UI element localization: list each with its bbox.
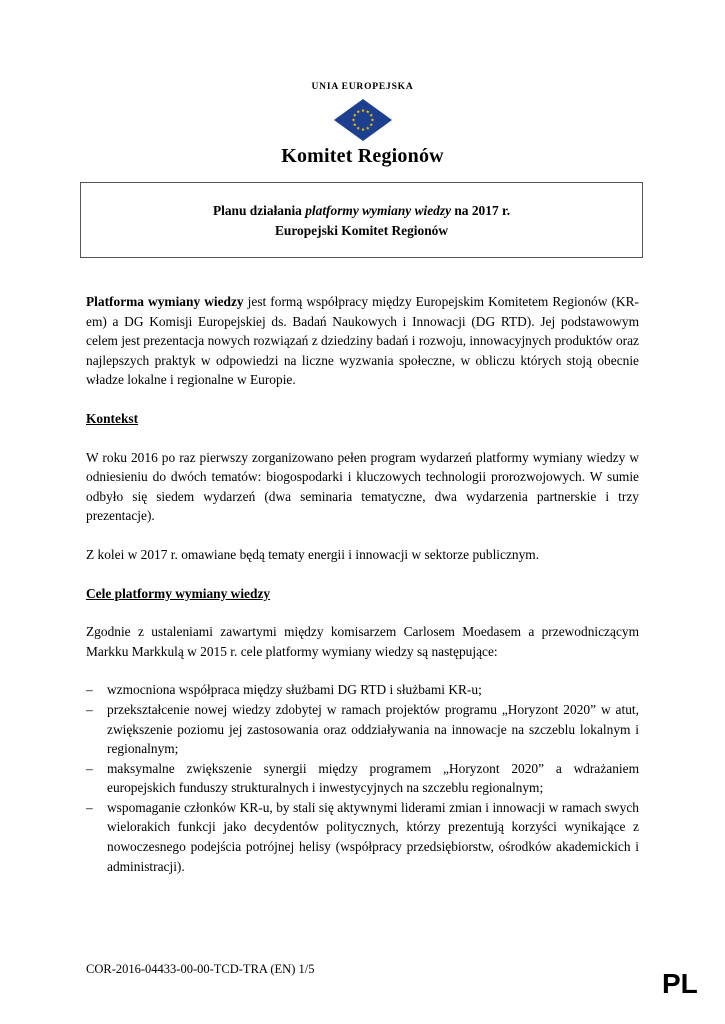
language-code: PL [662, 968, 698, 999]
context-heading: Kontekst [86, 410, 139, 426]
list-item: – przekształcenie nowej wiedzy zdobytej w ramach projektów programu „Horyzont 2020” w atut, zwiększenie poziomu jej zastosowania oraz oddziaływania na innowacje na szczeblu lokalnym i regionalnym; [86, 701, 639, 757]
list-item: – wzmocniona współpraca między służbami DG RTD i służbami KR-u; [86, 680, 639, 700]
title-pre: Planu działania [212, 203, 306, 218]
eu-flag-logo [334, 99, 392, 141]
goals-heading: Cele platformy wymiany wiedzy [86, 585, 271, 601]
title-line-1 [81, 201, 642, 221]
list-item: – maksymalne zwiększenie synergii między programem „Horyzont 2020” a wdrażaniem europejskich funduszy strukturalnych i inwestycyjnych na szczeblu regionalnym; [86, 760, 639, 796]
dash-bullet: – [86, 760, 93, 776]
context-paragraph-2: Z kolei w 2017 r. omawiane będą tematy energii i innowacji w sektorze publicznym. [86, 546, 540, 562]
eu-label: UNIA EUROPEJSKA [311, 82, 414, 92]
letterhead [0, 82, 725, 168]
logo-field [334, 99, 392, 141]
document-reference: COR-2016-04433-00-00-TCD-TRA (EN) 1/5 [86, 962, 315, 976]
dash-bullet: – [86, 701, 93, 717]
context-paragraph-1: W roku 2016 po raz pierwszy zorganizowano pełen program wydarzeń platformy wymiany wiedzy w odniesieniu do dwóch tematów: biogospodarki i kluczowych technologii prorozwojowych. W sumie odbyło się siedem wydarzeń (dwa seminaria tematyczne, dwa wydarzenia partnerskie i trzy prezentacje). [86, 449, 639, 524]
document-body [86, 292, 639, 876]
intro-paragraph [86, 292, 639, 390]
intro-bold: Platforma wymiany wiedzy [86, 294, 244, 309]
intro-text: jest formą współpracy między Europejskim Komitetem Regionów (KR-em) a DG Komisji Europejskiej ds. Badań Naukowych i Innowacji (DG RTD). Jej podstawowym celem jest prezentacja nowych rozwiązań z dziedziny badań i rozwoju, innowacyjnych produktów oraz najlepszych praktyk w odpowiedzi na liczne wyzwania społeczne, w obliczu których stoją obecnie władze lokalne i regionalne w Europie. [86, 294, 639, 388]
goals-intro: Zgodnie z ustaleniami zawartymi między komisarzem Carlosem Moedasem a przewodniczącym Markku Markkulą w 2015 r. cele platformy wymiany wiedzy są następujące: [86, 624, 639, 659]
title-italic: platformy wymiany wiedzy [305, 203, 452, 218]
document-title-box [80, 182, 643, 258]
title-post: na 2017 r. [451, 203, 511, 218]
dash-bullet: – [86, 682, 93, 698]
org-name: Komitet Regionów [281, 145, 444, 167]
title-line-2: Europejski Komitet Regionów [274, 223, 449, 238]
dash-bullet: – [86, 799, 93, 815]
list-item: – wspomaganie członków KR-u, by stali się aktywnymi liderami zmian i innowacji w ramach swych wielorakich funkcji jako decydentów politycznych, którzy prezentują korzyści wynikające z nowoczesnego podejścia potrójnej helisy (współpracy przedsiębiorstw, ośrodków akademickich i administracji). [86, 799, 639, 874]
goals-list [86, 680, 639, 876]
